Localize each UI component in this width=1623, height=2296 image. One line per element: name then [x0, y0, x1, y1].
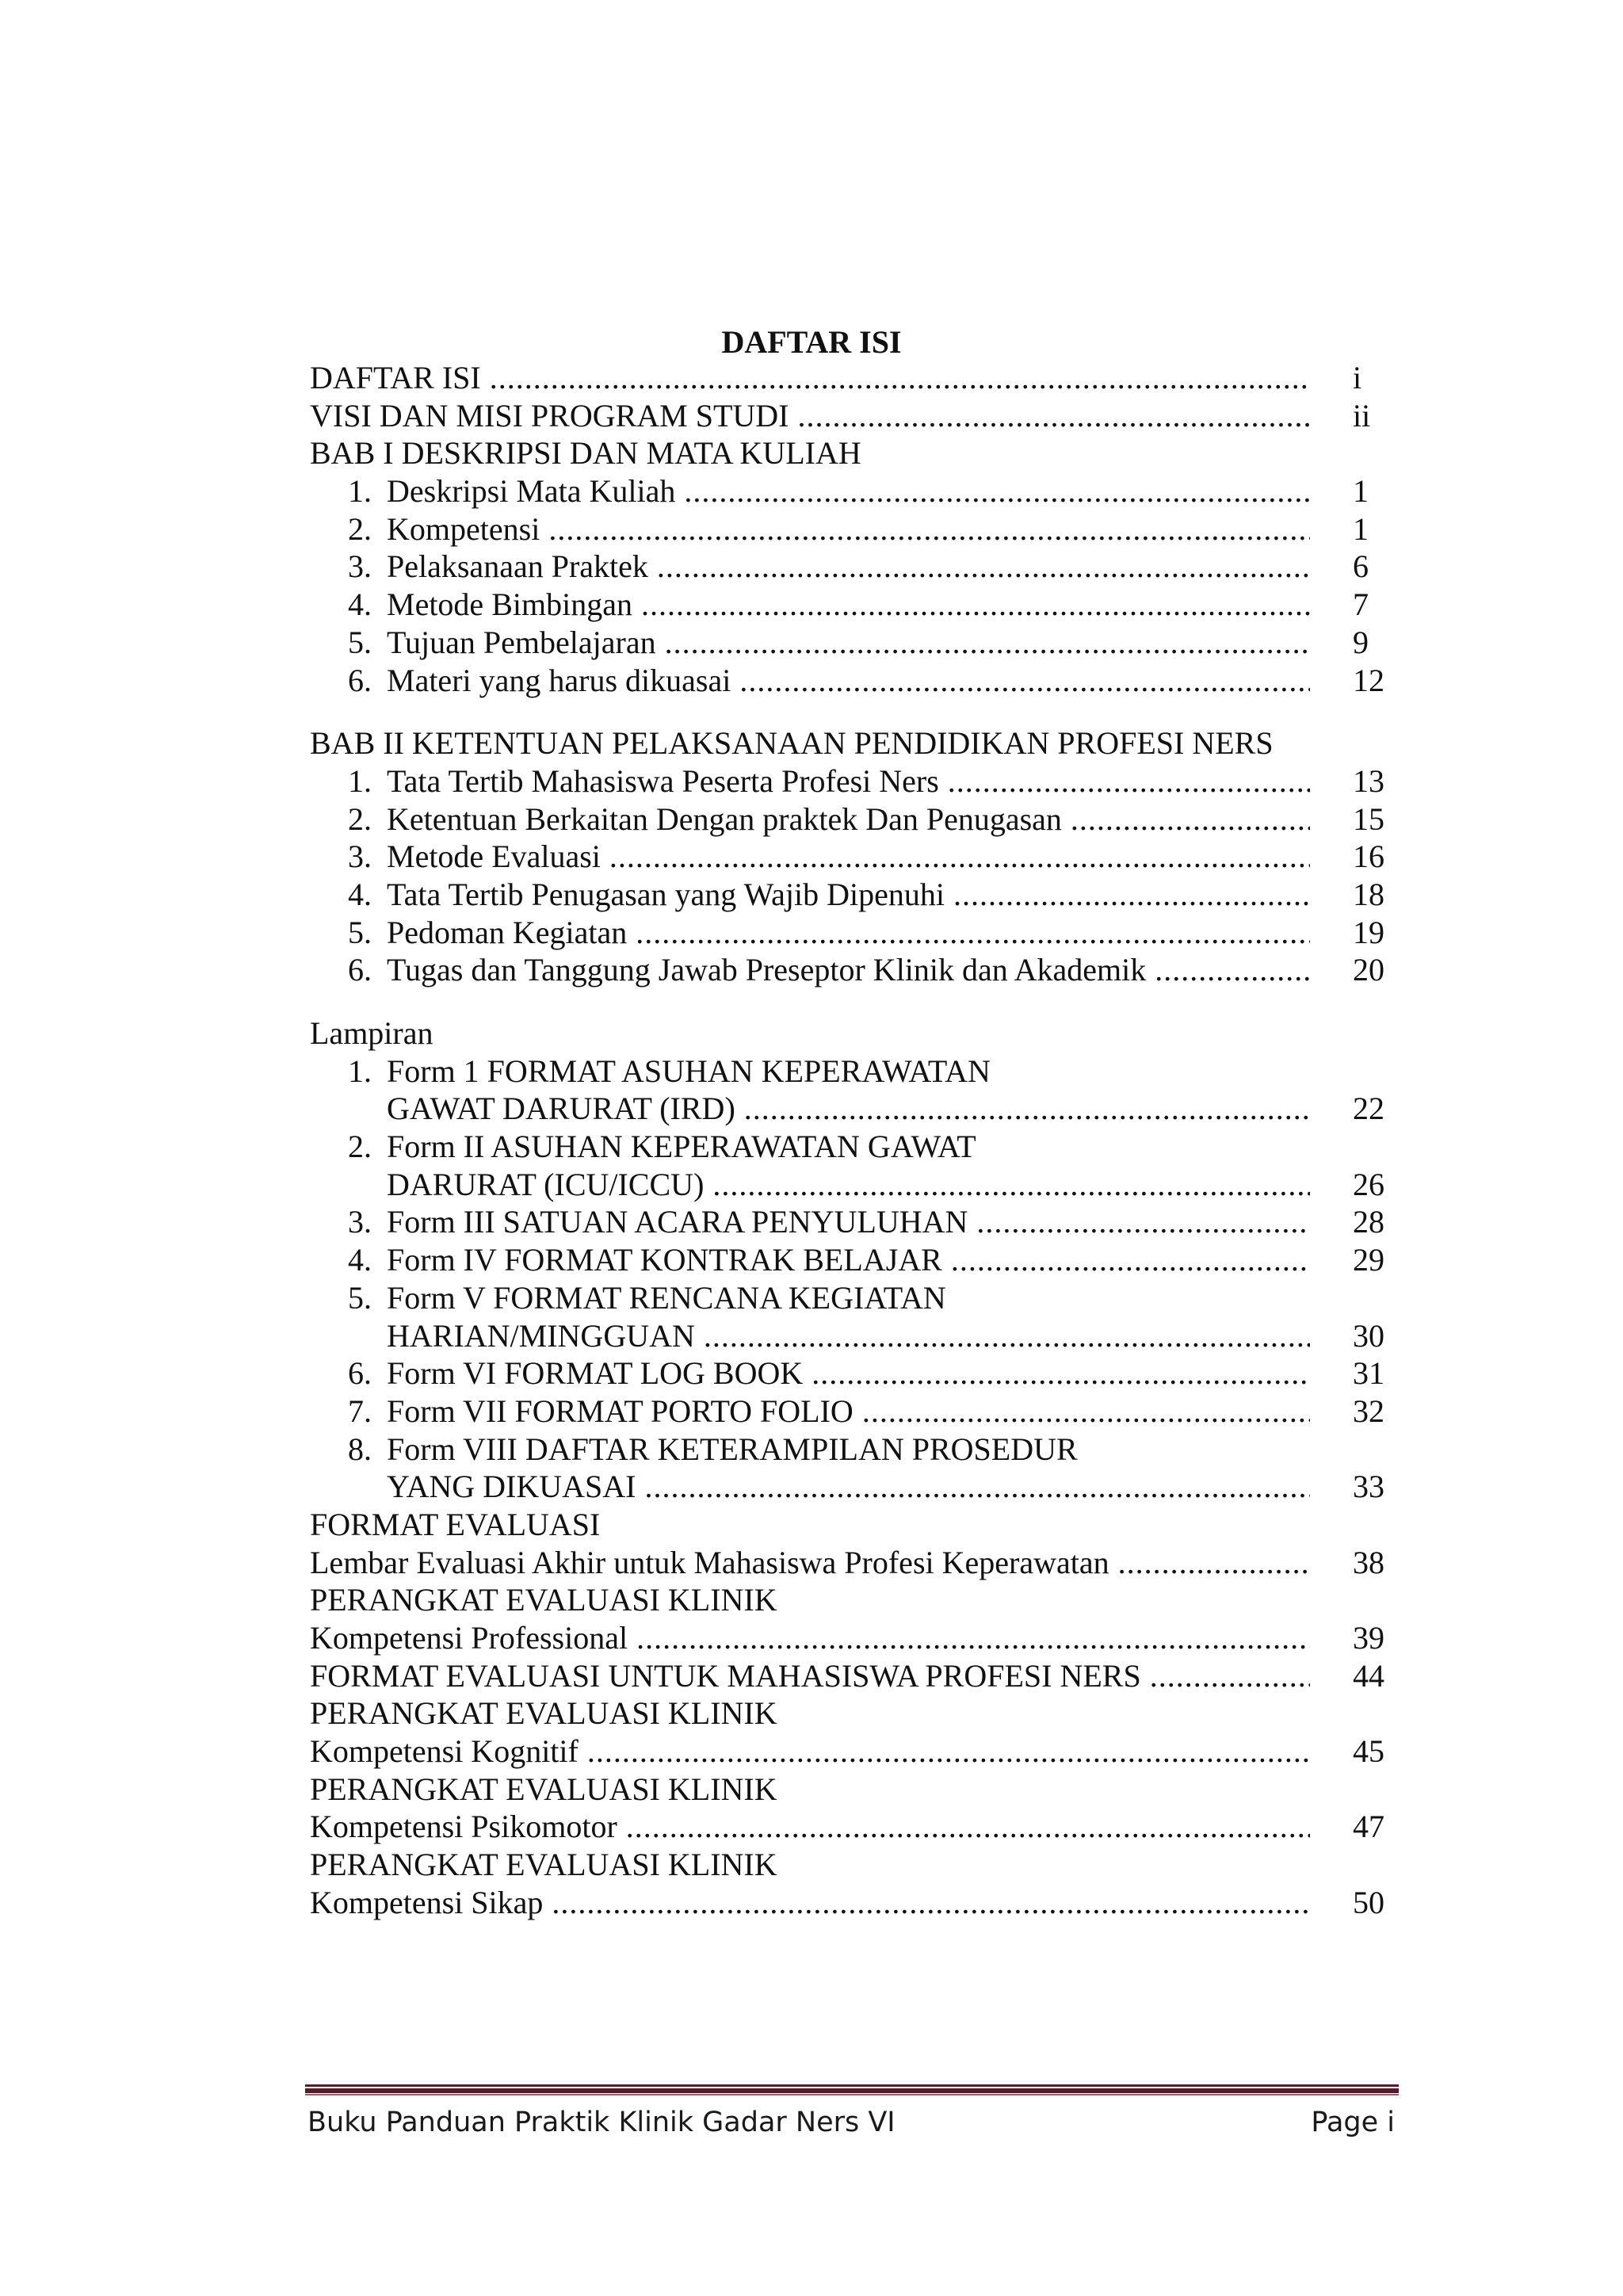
toc-entry-leader: [387, 624, 1310, 662]
toc-entry-text: Tujuan Pembelajaran: [387, 624, 656, 660]
toc-entry-leader: [310, 1808, 1310, 1846]
toc-entry: [310, 586, 1394, 624]
toc-entry-page: 20: [1353, 952, 1384, 988]
toc-entry-leader: [310, 1506, 1310, 1544]
toc-entry-text: DARURAT (ICU/ICCU): [387, 1166, 705, 1202]
toc-entry: [310, 1014, 1394, 1052]
toc-entry: [310, 1166, 1394, 1204]
toc-entry: [310, 762, 1394, 800]
toc-entry-leader: [310, 1544, 1310, 1582]
toc-entry-page: 9: [1353, 624, 1369, 660]
toc-entry-text: Form VIII DAFTAR KETERAMPILAN PROSEDUR: [387, 1431, 1078, 1467]
toc-entry: [310, 838, 1394, 876]
toc-entry-leader: [310, 1771, 1310, 1809]
toc-entry-text: PERANGKAT EVALUASI KLINIK: [310, 1695, 777, 1732]
toc-entry-number: 8.: [348, 1431, 372, 1467]
toc-entry-text: Form III SATUAN ACARA PENYULUHAN: [387, 1204, 968, 1240]
toc-entry-page: 1: [1353, 473, 1369, 510]
toc-entry-text: Pelaksanaan Praktek: [387, 548, 648, 585]
toc-entry-page: 50: [1353, 1884, 1384, 1920]
toc-entry: [310, 1506, 1394, 1544]
toc-entry-page: ii: [1353, 397, 1371, 434]
toc-entry-page: 30: [1353, 1317, 1384, 1354]
toc-entry-leader: [387, 586, 1310, 624]
toc-entry: [310, 1694, 1394, 1733]
toc-entry-leader: [387, 1090, 1310, 1128]
toc-entry-leader: [310, 1694, 1310, 1733]
toc-entry: [310, 1808, 1394, 1846]
toc-entry: [310, 1241, 1394, 1279]
toc-entry-leader: [387, 876, 1310, 914]
toc-entry-text: Kompetensi Sikap: [310, 1884, 544, 1920]
toc-entry: [310, 1544, 1394, 1582]
toc-entry-leader: [310, 1581, 1310, 1619]
toc-entry: [310, 1431, 1394, 1469]
toc-entry-text: Lembar Evaluasi Akhir untuk Mahasiswa Profesi Keperawatan: [310, 1544, 1109, 1580]
toc-entry-number: 5.: [348, 1279, 372, 1316]
toc-entry: [310, 1619, 1394, 1657]
toc-entry-text: Form 1 FORMAT ASUHAN KEPERAWATAN: [387, 1052, 991, 1089]
toc-entry-text: BAB I DESKRIPSI DAN MATA KULIAH: [310, 435, 861, 472]
toc-entry: [310, 1657, 1394, 1695]
toc-entry-text: Metode Bimbingan: [387, 586, 632, 623]
toc-entry-number: 6.: [348, 1355, 372, 1392]
toc-entry: [310, 359, 1394, 397]
toc-entry-text: GAWAT DARURAT (IRD): [387, 1091, 735, 1127]
toc-entry: [310, 472, 1394, 510]
toc-entry-text: HARIAN/MINGGUAN: [387, 1317, 695, 1354]
toc-entry-text: Metode Evaluasi: [387, 839, 601, 875]
toc-entry-number: 3.: [348, 839, 372, 875]
toc-entry-number: 2.: [348, 510, 372, 547]
toc-entry-leader: [387, 510, 1310, 548]
toc-spacer: [310, 989, 1394, 1014]
toc-entry-text: PERANGKAT EVALUASI KLINIK: [310, 1847, 777, 1883]
toc-entry-page: 16: [1353, 839, 1384, 875]
toc-entry-text: Form V FORMAT RENCANA KEGIATAN: [387, 1279, 946, 1316]
toc-entry: [310, 1771, 1394, 1809]
toc-entry-text: Deskripsi Mata Kuliah: [387, 473, 676, 510]
toc-entry-number: 4.: [348, 1242, 372, 1278]
toc-entry-leader: [310, 1619, 1310, 1657]
toc-entry-page: 6: [1353, 548, 1369, 585]
toc-entry: [310, 876, 1394, 914]
toc-entry-page: 39: [1353, 1620, 1384, 1656]
footer-rule-top-line: [305, 2084, 1399, 2087]
toc-entry-text: Materi yang harus dikuasai: [387, 662, 731, 698]
toc-entry-page: 1: [1353, 510, 1369, 547]
footer-rule: [305, 2084, 1399, 2095]
toc-entry-leader: [387, 662, 1310, 700]
footer-rule-bottom-line: [305, 2094, 1399, 2095]
toc-entry: [310, 662, 1394, 700]
toc-entry-leader: [310, 359, 1310, 397]
toc-entry: [310, 1733, 1394, 1771]
toc-entry: [310, 1052, 1394, 1091]
toc-entry-leader: [310, 1884, 1310, 1922]
toc-entry-leader: [387, 548, 1310, 586]
toc-entry-leader: [310, 1733, 1310, 1771]
toc-entry-text: Pedoman Kegiatan: [387, 914, 628, 950]
toc-entry: [310, 1392, 1394, 1431]
toc-entry: [310, 397, 1394, 435]
toc-entry-leader: [387, 1166, 1310, 1204]
toc-entry-text: Tata Tertib Penugasan yang Wajib Dipenuhi: [387, 876, 945, 912]
toc-entry-text: FORMAT EVALUASI: [310, 1506, 601, 1542]
toc-entry-leader: [387, 1431, 1310, 1469]
toc-entry-leader: [387, 800, 1310, 839]
toc-entry-page: 31: [1353, 1355, 1384, 1392]
toc-entry: [310, 624, 1394, 662]
toc-entry-text: Form II ASUHAN KEPERAWATAN GAWAT: [387, 1129, 976, 1165]
toc-entry: [310, 1884, 1394, 1922]
toc-entry-page: 47: [1353, 1809, 1384, 1845]
toc-entry-page: i: [1353, 360, 1362, 395]
toc-entry-text: Tata Tertib Mahasiswa Peserta Profesi Ners: [387, 762, 939, 799]
toc-entry-leader: [310, 397, 1310, 435]
toc-entry-page: 18: [1353, 876, 1384, 912]
toc-entry-leader: [387, 762, 1310, 800]
toc-entry-text: Lampiran: [310, 1015, 433, 1051]
toc-entry-leader: [387, 472, 1310, 510]
toc-entry-leader: [310, 1846, 1310, 1884]
footer-page-number: Page i: [1311, 2107, 1395, 2138]
toc-entry-page: 22: [1353, 1091, 1384, 1127]
toc-entry: [310, 1846, 1394, 1884]
toc-entry-text: Tugas dan Tanggung Jawab Preseptor Klinik dan Akademik: [387, 952, 1147, 988]
toc-entry-leader: [387, 838, 1310, 876]
toc-entry-text: PERANGKAT EVALUASI KLINIK: [310, 1582, 777, 1618]
toc-entry: [310, 1203, 1394, 1241]
toc-entry-number: 6.: [348, 662, 372, 698]
toc-entry-leader: [387, 951, 1310, 989]
toc-entry-leader: [387, 1052, 1310, 1091]
toc-entry-number: 2.: [348, 800, 372, 837]
footer-rule-thick-line: [305, 2088, 1399, 2093]
toc-entry-number: 4.: [348, 586, 372, 623]
toc-entry-text: FORMAT EVALUASI UNTUK MAHASISWA PROFESI NERS: [310, 1657, 1141, 1694]
toc-entry-leader: [310, 724, 1310, 762]
toc-entry: [310, 1279, 1394, 1317]
toc-entry-leader: [387, 1392, 1310, 1431]
toc-entry-text: PERANGKAT EVALUASI KLINIK: [310, 1771, 777, 1807]
toc-entry: [310, 724, 1394, 762]
toc-entry-text: VISI DAN MISI PROGRAM STUDI: [310, 397, 789, 434]
toc-entry: [310, 800, 1394, 839]
toc-entry-text: DAFTAR ISI: [310, 360, 481, 395]
toc-entry-text: Form VI FORMAT LOG BOOK: [387, 1355, 804, 1392]
toc-entry-text: Kompetensi Kognitif: [310, 1733, 579, 1770]
toc-entry: [310, 434, 1394, 472]
toc-entry-leader: [387, 1279, 1310, 1317]
footer-book-title: Buku Panduan Praktik Klinik Gadar Ners VI: [307, 2107, 896, 2138]
toc-entry-page: 28: [1353, 1204, 1384, 1240]
toc-entry-page: 44: [1353, 1657, 1384, 1694]
toc-entry-leader: [387, 1203, 1310, 1241]
toc-entry-number: 6.: [348, 952, 372, 988]
toc-entry-text: Kompetensi Psikomotor: [310, 1809, 617, 1845]
toc-entry-leader: [310, 1657, 1310, 1695]
toc-entry-leader: [387, 1468, 1310, 1506]
toc-entry-leader: [387, 1354, 1310, 1392]
toc-entry-page: 26: [1353, 1166, 1384, 1202]
toc-entry: [310, 1581, 1394, 1619]
toc-entry-number: 5.: [348, 914, 372, 950]
toc-entry: [310, 1354, 1394, 1392]
toc-entry-number: 3.: [348, 1204, 372, 1240]
toc-entry-number: 4.: [348, 876, 372, 912]
table-of-contents: [310, 359, 1394, 1922]
toc-entry-text: Kompetensi: [387, 510, 540, 547]
toc-entry-number: 5.: [348, 624, 372, 660]
toc-entry-page: 12: [1353, 662, 1384, 698]
toc-entry-page: 15: [1353, 800, 1384, 837]
toc-entry-page: 29: [1353, 1242, 1384, 1278]
toc-entry-page: 7: [1353, 586, 1369, 623]
toc-entry-text: YANG DIKUASAI: [387, 1469, 636, 1505]
toc-entry-page: 13: [1353, 762, 1384, 799]
toc-entry: [310, 510, 1394, 548]
toc-entry-leader: [387, 1317, 1310, 1355]
toc-entry: [310, 1090, 1394, 1128]
toc-entry: [310, 1317, 1394, 1355]
toc-entry-number: 2.: [348, 1129, 372, 1165]
page-title: DAFTAR ISI: [721, 324, 902, 360]
toc-entry-text: Kompetensi Professional: [310, 1620, 628, 1656]
toc-entry-number: 1.: [348, 762, 372, 799]
toc-entry-leader: [387, 1128, 1310, 1166]
toc-entry-page: 19: [1353, 914, 1384, 950]
toc-entry-number: 3.: [348, 548, 372, 585]
toc-entry-number: 1.: [348, 473, 372, 510]
toc-entry-page: 32: [1353, 1392, 1384, 1429]
toc-entry-text: BAB II KETENTUAN PELAKSANAAN PENDIDIKAN PROFESI NERS: [310, 725, 1274, 762]
toc-entry: [310, 951, 1394, 989]
toc-entry-leader: [310, 1014, 1310, 1052]
toc-entry-text: Form IV FORMAT KONTRAK BELAJAR: [387, 1242, 942, 1278]
toc-entry-text: Ketentuan Berkaitan Dengan praktek Dan Penugasan: [387, 800, 1062, 837]
toc-entry-leader: [310, 434, 1310, 472]
toc-entry-leader: [387, 914, 1310, 952]
toc-entry-page: 45: [1353, 1733, 1384, 1770]
toc-entry-page: 38: [1353, 1544, 1384, 1580]
toc-entry: [310, 1128, 1394, 1166]
toc-entry: [310, 548, 1394, 586]
toc-entry: [310, 1468, 1394, 1506]
toc-entry-page: 33: [1353, 1469, 1384, 1505]
toc-entry-number: 1.: [348, 1052, 372, 1089]
toc-entry-text: Form VII FORMAT PORTO FOLIO: [387, 1392, 854, 1429]
toc-entry-leader: [387, 1241, 1310, 1279]
toc-entry: [310, 914, 1394, 952]
toc-entry-number: 7.: [348, 1392, 372, 1429]
toc-spacer: [310, 699, 1394, 724]
